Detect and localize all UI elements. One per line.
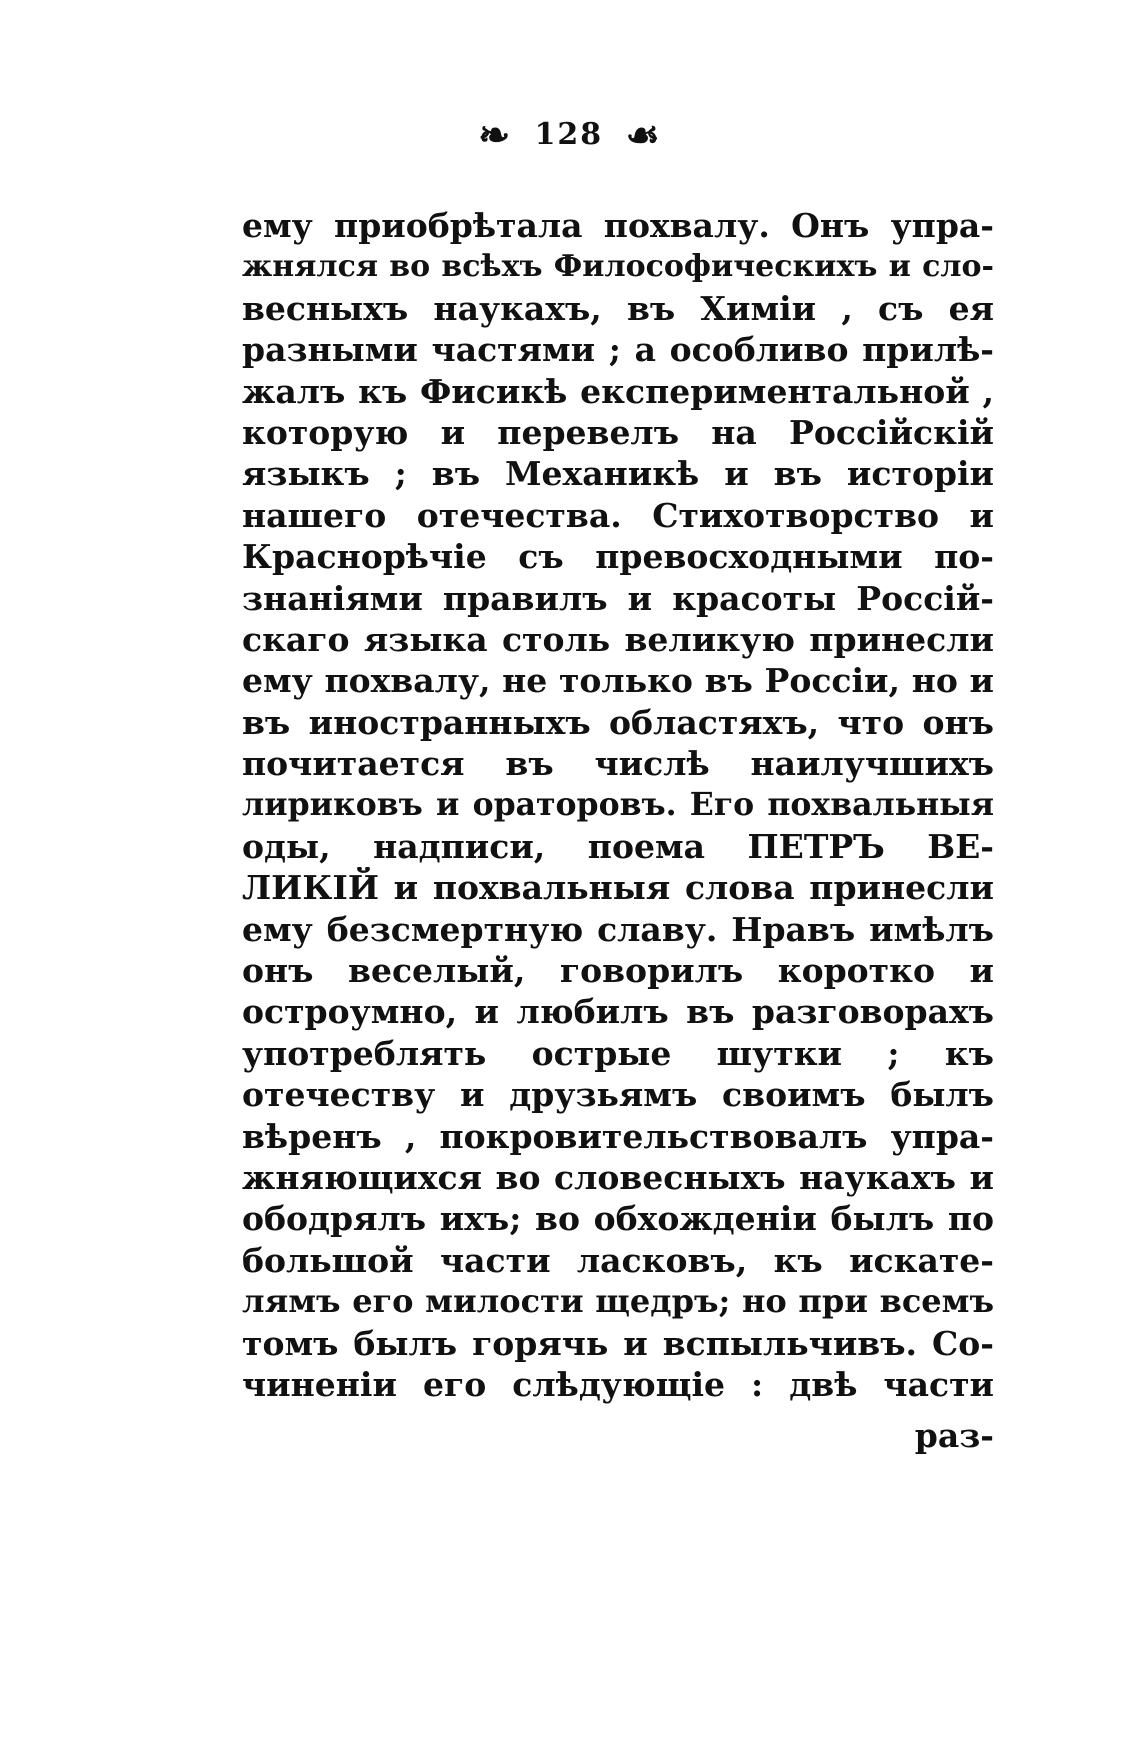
text-line: въ иностранныхъ областяхъ, что онъ (242, 702, 994, 742)
text-line: Краснорѣчiе съ превосходными по- (242, 537, 994, 577)
right-ornament-icon: ☙ (625, 112, 662, 157)
text-line: которую и перевелъ на Россiйскiй (242, 412, 994, 452)
text-line: ЛИКIЙ и похвальныя слова принесли (242, 868, 994, 908)
text-line: жняющихся во словесныхъ наукахъ и (242, 1157, 994, 1197)
text-line: почитается въ числѣ наилучшихъ (242, 744, 994, 784)
text-line: ему безсмертную славу. Нравъ имѣлъ (242, 909, 994, 949)
text-line: остроумно, и любилъ въ разговорахъ (242, 992, 994, 1032)
text-line: знанiями правилъ и красоты Россiй- (242, 578, 994, 618)
text-line: отечеству и друзьямъ своимъ былъ (242, 1075, 994, 1115)
catchword: раз- (914, 1416, 994, 1455)
page-number: 128 (534, 117, 604, 152)
text-line: разными частями ; а особливо прилѣ- (242, 330, 994, 370)
text-line: онъ веселый, говорилъ коротко и (242, 951, 994, 991)
text-line: скаго языка столь великую принесли (242, 619, 994, 659)
text-line: нашего отечества. Стихотворство и (242, 495, 994, 535)
text-line: ободрялъ ихъ; во обхожденiи былъ по (242, 1199, 994, 1239)
text-line: оды, надписи, поема ПЕТРЪ ВЕ- (242, 826, 994, 866)
text-line: большой части ласковъ, къ искате- (242, 1240, 994, 1280)
body-text (242, 205, 994, 1405)
left-ornament-icon: ❧ (478, 112, 513, 157)
text-line: языкъ ; въ Механикѣ и въ исторiи (242, 454, 994, 494)
text-line: ему приобрѣтала похвалу. Онъ упра- (242, 206, 994, 245)
page-header (0, 112, 1140, 157)
text-line: вѣренъ , покровительствовалъ упра- (242, 1116, 994, 1156)
text-line: ему похвалу, не только въ Россiи, но и (242, 661, 994, 701)
text-line: весныхъ наукахъ, въ Химiи , съ ея (242, 288, 994, 328)
text-line: томъ былъ горячь и вспыльчивъ. Со- (242, 1323, 994, 1363)
text-line: лириковъ и ораторовъ. Его похвальныя (242, 786, 994, 824)
text-line: жалъ къ Фисикѣ експериментальной , (242, 371, 994, 411)
text-line: жнялся во всѣхъ Философическихъ и сло- (242, 249, 994, 285)
text-line: чиненiи его слѣдующiе : двѣ части (242, 1364, 994, 1404)
text-line: употреблять острые шутки ; къ (242, 1033, 994, 1073)
text-line: лямъ его милости щедръ; но при всемъ (242, 1282, 994, 1321)
